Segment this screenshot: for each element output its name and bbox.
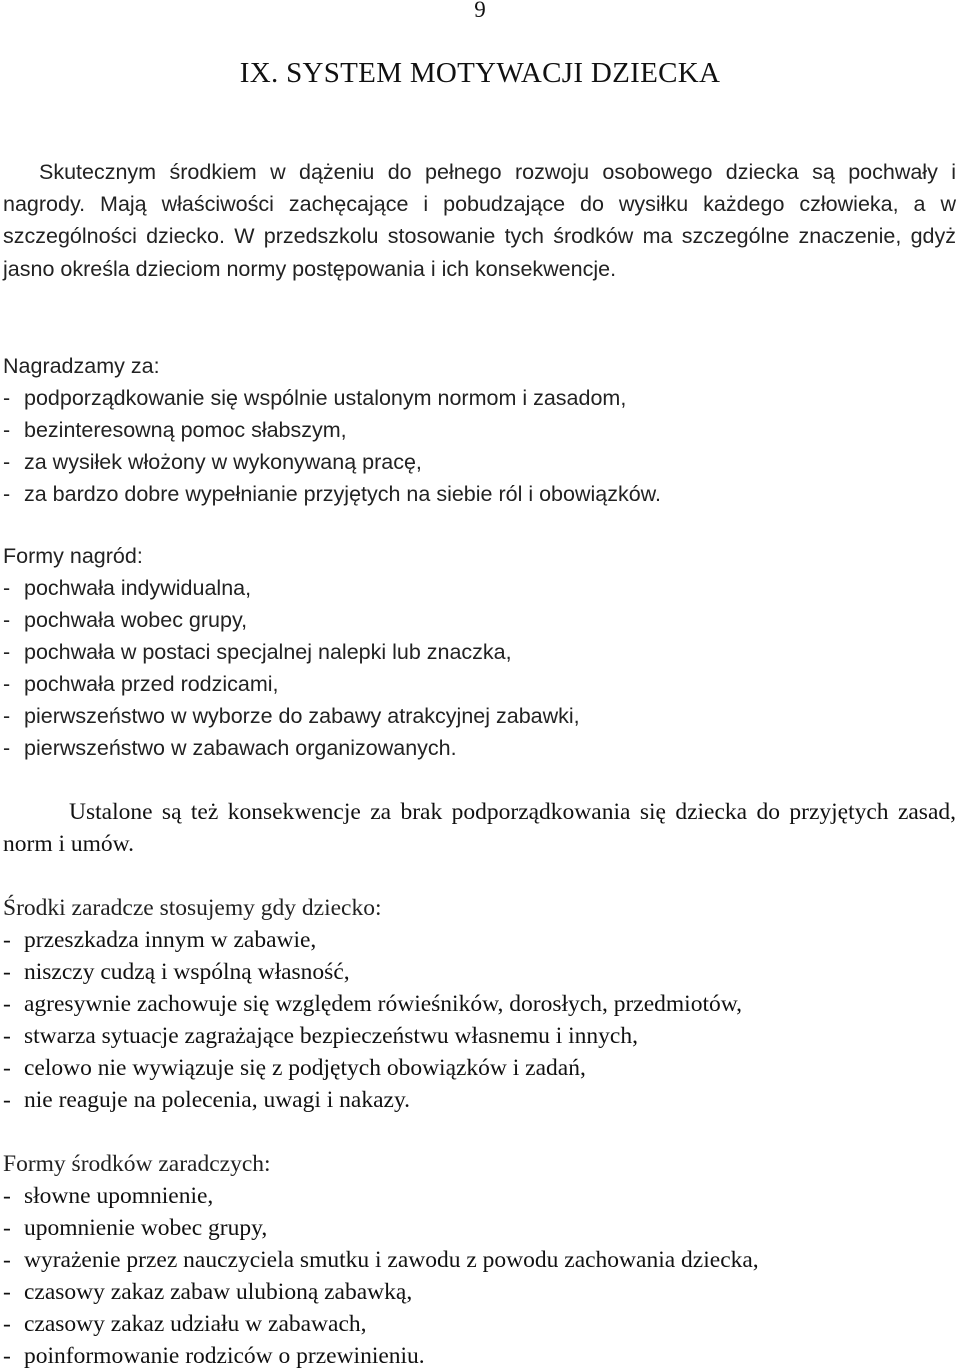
list-item-text: pochwała indywidualna, [24,576,252,600]
list-item [3,382,956,414]
list-marker: - [3,640,11,664]
list-item-text: celowo nie wywiązuje się z podjętych obowiązków i zadań, [24,1055,586,1081]
reward-forms-list [3,572,956,764]
list-marker: - [3,927,11,953]
remedy-forms-section [3,1148,956,1372]
list-item-text: agresywnie zachowuje się względem rówieśników, dorosłych, przedmiotów, [24,991,743,1017]
remedies-heading: Środki zaradcze stosujemy gdy dziecko: [3,895,382,921]
rewarded-list [3,382,956,510]
remedy-forms-heading: Formy środków zaradczych: [3,1151,271,1177]
list-item [3,572,956,604]
list-marker: - [3,991,11,1017]
list-marker: - [3,1215,11,1241]
list-item [3,1340,956,1372]
list-marker: - [3,1311,11,1337]
rewarded-heading: Nagradzamy za: [3,354,160,378]
list-item-text: pochwała w postaci specjalnej nalepki lub znaczka, [24,640,512,664]
intro-text: Skutecznym środkiem w dążeniu do pełnego rozwoju osobowego dziecka są pochwały i nagrody. Mają właściwości zachęcające i pobudzające do wysiłku każdego człowieka, a w szczególności dziecko. W przedszkolu stosowanie tych środków ma szczególne znaczenie, gdyż jasno określa dzieciom normy postępowania i ich konsekwencje. [3,160,956,281]
list-item-text: nie reaguje na polecenia, uwagi i nakazy. [24,1087,411,1113]
list-marker: - [3,1183,11,1209]
consequences-paragraph [3,796,956,860]
list-item-text: stwarza sytuacje zagrażające bezpieczeństwu własnemu i innych, [24,1023,638,1049]
list-marker: - [3,736,11,760]
list-item [3,414,956,446]
list-item-text: pochwała przed rodzicami, [24,672,279,696]
list-item [3,1052,956,1084]
list-item [3,1276,956,1308]
list-item-text: upomnienie wobec grupy, [24,1215,268,1241]
list-marker: - [3,418,11,442]
page-number: 9 [474,0,486,22]
list-marker: - [3,608,11,632]
rewarded-section [3,350,956,510]
reward-forms-section [3,540,956,764]
reward-forms-heading: Formy nagród: [3,544,143,568]
list-marker: - [3,1055,11,1081]
list-item-text: poinformowanie rodziców o przewinieniu. [24,1343,425,1369]
list-item [3,1180,956,1212]
list-marker: - [3,450,11,474]
list-item [3,1308,956,1340]
consequences-text: Ustalone są też konsekwencje za brak podporządkowania się dziecka do przyjętych zasad, norm i umów. [3,799,956,858]
remedies-section [3,892,956,1116]
list-item [3,478,956,510]
list-item-text: pochwała wobec grupy, [24,608,248,632]
list-item-text: pierwszeństwo w wyborze do zabawy atrakcyjnej zabawki, [24,704,580,728]
list-item [3,924,956,956]
list-marker: - [3,704,11,728]
list-item-text: za wysiłek włożony w wykonywaną pracę, [24,450,422,474]
list-item-text: przeszkadza innym w zabawie, [24,927,317,953]
list-item [3,1212,956,1244]
list-item [3,988,956,1020]
list-marker: - [3,1343,11,1369]
list-item-text: czasowy zakaz udziału w zabawach, [24,1311,367,1337]
list-item [3,636,956,668]
list-item-text: za bardzo dobre wypełnianie przyjętych na siebie ról i obowiązków. [24,482,661,506]
remedies-list [3,924,956,1116]
list-item [3,668,956,700]
list-item-text: podporządkowanie się wspólnie ustalonym normom i zasadom, [24,386,627,410]
list-marker: - [3,1087,11,1113]
intro-paragraph [3,156,956,285]
list-item-text: niszczy cudzą i wspólną własność, [24,959,350,985]
list-marker: - [3,386,11,410]
list-marker: - [3,672,11,696]
list-item [3,956,956,988]
list-item [3,1244,956,1276]
list-item [3,446,956,478]
list-marker: - [3,576,11,600]
list-item-text: bezinteresowną pomoc słabszym, [24,418,347,442]
list-item [3,700,956,732]
list-item [3,1020,956,1052]
list-item [3,732,956,764]
list-marker: - [3,1023,11,1049]
list-item-text: czasowy zakaz zabaw ulubioną zabawką, [24,1279,413,1305]
list-marker: - [3,482,11,506]
list-marker: - [3,1279,11,1305]
page-title: IX. SYSTEM MOTYWACJI DZIECKA [239,57,721,89]
list-item [3,604,956,636]
list-item-text: wyrażenie przez nauczyciela smutku i zawodu z powodu zachowania dziecka, [24,1247,759,1273]
remedy-forms-list [3,1180,956,1372]
list-item-text: pierwszeństwo w zabawach organizowanych. [24,736,457,760]
list-item [3,1084,956,1116]
list-marker: - [3,959,11,985]
list-marker: - [3,1247,11,1273]
list-item-text: słowne upomnienie, [24,1183,214,1209]
